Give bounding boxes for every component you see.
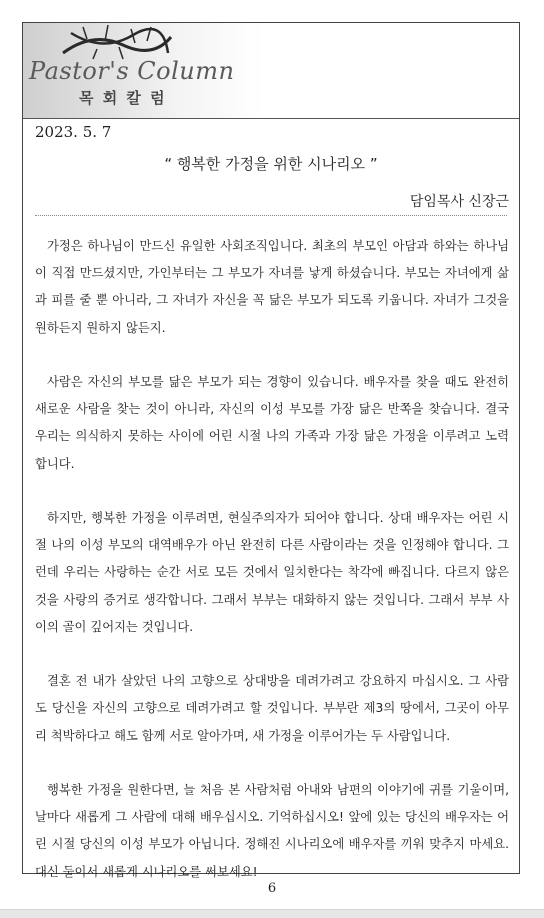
column-title: “ 행복한 가정을 위한 시나리오 ”	[164, 155, 378, 173]
paragraph: 행복한 가정을 원한다면, 늘 처음 본 사람처럼 아내와 남편의 이야기에 귀를 기울이며, 날마다 새롭게 그 사람에 대해 배우십시오. 기억하십시오! 앞에 있는 당신의 배우자는 어린 시절 당신의 이성 부모가 아닙니다. 정해진 시나리오에 배우자를 끼워 맞추지 마세요. 대신 둘이서 새롭게 시나리오를 써보세요!	[35, 783, 509, 879]
pastors-column-logo: Pastor's Column	[29, 57, 235, 85]
pastors-column-subtitle: 목 회 칼 럼	[79, 89, 167, 107]
column-date: 2023. 5. 7	[35, 123, 112, 141]
page-number: 6	[267, 881, 277, 896]
paragraph: 사람은 자신의 부모를 닮은 부모가 되는 경향이 있습니다. 배우자를 찾을 때도 완전히 새로운 사람을 찾는 것이 아니라, 자신의 이성 부모를 가장 닮은 반쪽을 찾습니다. 결국 우리는 의식하지 못하는 사이에 어린 시절 나의 가족과 가장 닮은 가정을 이루려고 노력합니다.	[35, 375, 509, 471]
column-body	[35, 233, 509, 913]
paragraph: 하지만, 행복한 가정을 이루려면, 현실주의자가 되어야 합니다. 상대 배우자는 어린 시절 나의 이성 부모의 대역배우가 아닌 완전히 다른 사람이라는 것을 인정해야 합니다. 그런데 우리는 사랑하는 순간 서로 모든 것에서 일치한다는 착각에 빠집니다. 다르지 않은 것을 사랑의 증거로 생각합니다. 그래서 부부는 대화하지 않는 것입니다. 그래서 부부 사이의 골이 깊어지는 것입니다.	[35, 511, 509, 634]
dotted-divider	[35, 215, 507, 216]
column-author: 담임목사 신장근	[409, 194, 509, 210]
column-header	[23, 23, 519, 119]
column-frame	[22, 22, 520, 879]
paragraph: 결혼 전 내가 살았던 나의 고향으로 상대방을 데려가려고 강요하지 마십시오. 그 사람도 당신을 자신의 고향으로 데려가려고 할 것입니다. 부부란 제3의 땅에서, 그곳이 아무리 척박하다고 해도 함께 서로 알아가며, 새 가정을 이루어가는 두 사람입니다.	[35, 674, 509, 743]
paragraph: 가정은 하나님이 만드신 유일한 사회조직입니다. 최초의 부모인 아담과 하와는 하나님이 직접 만드셨지만, 가인부터는 그 부모가 자녀를 낳게 하셨습니다. 부모는 자녀에게 삶과 피를 줄 뿐 아니라, 그 자녀가 자신을 꼭 닮은 부모가 되도록 키웁니다. 자녀가 그것을 원하든지 원하지 않든지.	[35, 239, 509, 335]
